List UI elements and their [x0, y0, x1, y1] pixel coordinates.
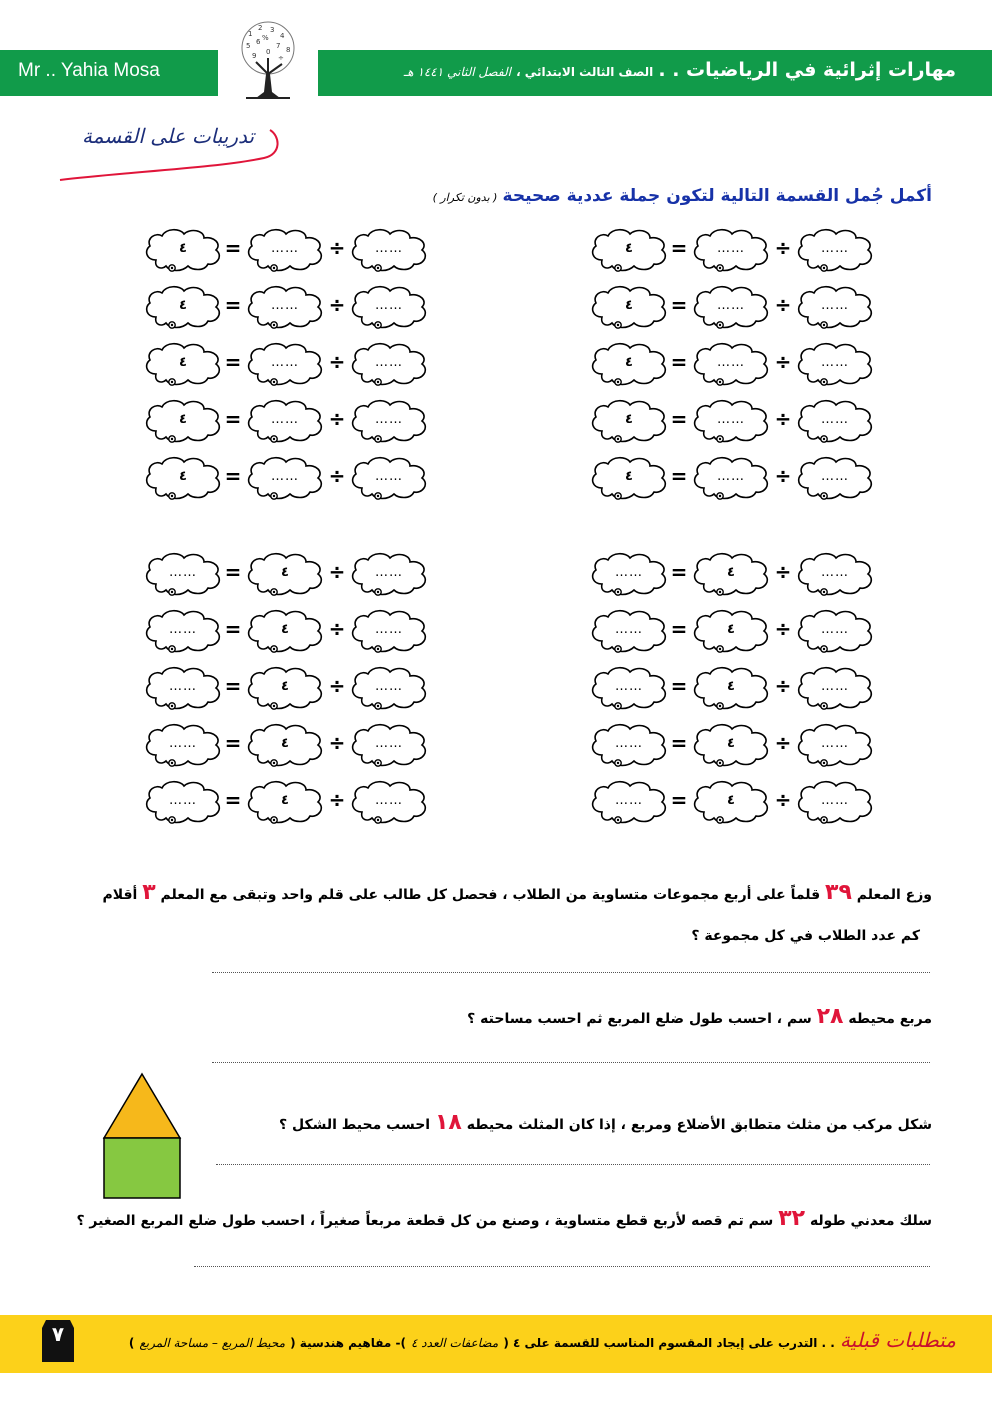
cloud-box-four	[588, 399, 670, 445]
blank-dots: ……	[821, 622, 849, 637]
division-sentence	[588, 666, 873, 712]
number-highlight: ٣	[142, 880, 156, 905]
divide-sign: ÷	[774, 731, 792, 755]
divide-sign: ÷	[328, 293, 346, 317]
cloud-box-four	[690, 552, 772, 598]
cloud-box-blank[interactable]	[244, 342, 326, 388]
divide-sign: ÷	[774, 236, 792, 260]
cloud-box-blank[interactable]	[588, 780, 670, 826]
number-four: ٤	[625, 355, 633, 370]
cloud-box-blank[interactable]	[142, 666, 224, 712]
cloud-box-four	[244, 552, 326, 598]
blank-dots: ……	[615, 679, 643, 694]
answer-line-3[interactable]	[216, 1164, 930, 1165]
blank-dots: ……	[717, 298, 745, 313]
problem-1-question: كم عدد الطلاب في كل مجموعة ؟	[691, 928, 920, 944]
svg-text:%: %	[262, 34, 269, 42]
cloud-box-four	[142, 285, 224, 331]
number-four: ٤	[179, 241, 187, 256]
blank-dots: ……	[615, 565, 643, 580]
cloud-box-blank[interactable]	[348, 285, 430, 331]
divide-sign: ÷	[328, 788, 346, 812]
blank-dots: ……	[375, 736, 403, 751]
cloud-box-four	[142, 342, 224, 388]
blank-dots: ……	[821, 298, 849, 313]
problem-2: مربع محيطه ٢٨ سم ، احسب طول ضلع المربع ثم احسب مساحته ؟	[467, 1004, 932, 1029]
number-four: ٤	[281, 565, 289, 580]
blank-dots: ……	[615, 793, 643, 808]
division-sentence	[588, 399, 873, 445]
svg-text:1: 1	[248, 30, 253, 38]
number-highlight: ٣٩	[825, 880, 852, 905]
instruction-text: أكمل جُمل القسمة التالية لتكون جملة عددية صحيحة	[502, 186, 932, 206]
divide-sign: ÷	[328, 350, 346, 374]
cloud-box-blank[interactable]	[690, 342, 772, 388]
blank-dots: ……	[821, 793, 849, 808]
divide-sign: ÷	[774, 407, 792, 431]
equals-sign: =	[670, 464, 688, 488]
number-four: ٤	[625, 298, 633, 313]
division-sentence	[588, 285, 873, 331]
division-sentence	[142, 723, 427, 769]
footer-prerequisites: متطلبات قبلية . . التدرب على إيجاد المقسوم المناسب للقسمة على ٤ ( مضاعفات العدد ٤ )- مفاهيم هندسية ( محيط المربع – مساحة المربع )	[128, 1328, 956, 1352]
blank-dots: ……	[169, 736, 197, 751]
answer-line-4[interactable]	[194, 1266, 930, 1267]
cloud-box-blank[interactable]	[690, 228, 772, 274]
cloud-box-four	[588, 285, 670, 331]
cloud-box-blank[interactable]	[348, 609, 430, 655]
blank-dots: ……	[271, 241, 299, 256]
division-sentence	[588, 609, 873, 655]
section-title: تدريبات على القسمة	[82, 124, 255, 148]
number-four: ٤	[727, 565, 735, 580]
number-four: ٤	[179, 355, 187, 370]
cloud-box-blank[interactable]	[794, 456, 876, 502]
number-four: ٤	[727, 736, 735, 751]
cloud-box-blank[interactable]	[348, 723, 430, 769]
cloud-box-blank[interactable]	[142, 780, 224, 826]
number-four: ٤	[625, 412, 633, 427]
equals-sign: =	[670, 407, 688, 431]
equals-sign: =	[670, 236, 688, 260]
cloud-box-four	[142, 228, 224, 274]
equals-sign: =	[670, 560, 688, 584]
divide-sign: ÷	[774, 788, 792, 812]
number-four: ٤	[625, 241, 633, 256]
division-sentence	[142, 285, 427, 331]
author-name: Mr .. Yahia Mosa	[18, 60, 160, 81]
instruction	[433, 186, 932, 206]
number-four: ٤	[727, 793, 735, 808]
blank-dots: ……	[169, 793, 197, 808]
equals-sign: =	[224, 674, 242, 698]
svg-text:7: 7	[276, 42, 281, 50]
divide-sign: ÷	[774, 350, 792, 374]
cloud-box-blank[interactable]	[348, 456, 430, 502]
problem-3: شكل مركب من مثلث متطابق الأضلاع ومربع ، إذا كان المثلث محيطه ١٨ احسب محيط الشكل ؟	[279, 1110, 932, 1135]
division-sentence	[588, 456, 873, 502]
cloud-box-four	[244, 723, 326, 769]
svg-text:2: 2	[258, 24, 263, 32]
blank-dots: ……	[271, 298, 299, 313]
cloud-box-blank[interactable]	[794, 609, 876, 655]
equals-sign: =	[670, 788, 688, 812]
equals-sign: =	[224, 236, 242, 260]
answer-line-2[interactable]	[212, 1062, 930, 1063]
equals-sign: =	[224, 788, 242, 812]
cloud-box-blank[interactable]	[794, 780, 876, 826]
blank-dots: ……	[169, 679, 197, 694]
svg-text:0: 0	[266, 48, 271, 56]
footer-label: متطلبات قبلية	[839, 1328, 956, 1352]
cloud-box-blank[interactable]	[348, 666, 430, 712]
divide-sign: ÷	[328, 560, 346, 584]
blank-dots: ……	[375, 241, 403, 256]
equals-sign: =	[224, 464, 242, 488]
divide-sign: ÷	[774, 617, 792, 641]
blank-dots: ……	[375, 298, 403, 313]
division-sentence	[142, 342, 427, 388]
cloud-box-blank[interactable]	[794, 666, 876, 712]
blank-dots: ……	[375, 679, 403, 694]
cloud-box-four	[142, 399, 224, 445]
title-term: الفصل الثاني ١٤٤١ هـ	[403, 65, 511, 79]
divide-sign: ÷	[328, 674, 346, 698]
blank-dots: ……	[271, 412, 299, 427]
blank-dots: ……	[615, 736, 643, 751]
cloud-box-blank[interactable]	[244, 399, 326, 445]
equals-sign: =	[224, 731, 242, 755]
cloud-box-blank[interactable]	[348, 552, 430, 598]
svg-text:3: 3	[270, 26, 275, 34]
cloud-box-blank[interactable]	[794, 228, 876, 274]
cloud-box-blank[interactable]	[142, 609, 224, 655]
number-four: ٤	[281, 736, 289, 751]
number-four: ٤	[727, 622, 735, 637]
cloud-box-blank[interactable]	[244, 285, 326, 331]
blank-dots: ……	[375, 793, 403, 808]
equals-sign: =	[670, 293, 688, 317]
cloud-box-blank[interactable]	[794, 285, 876, 331]
cloud-box-four	[690, 609, 772, 655]
cloud-box-four	[142, 456, 224, 502]
blank-dots: ……	[821, 241, 849, 256]
blank-dots: ……	[169, 622, 197, 637]
blank-dots: ……	[271, 469, 299, 484]
cloud-box-blank[interactable]	[794, 399, 876, 445]
triangle-square-figure	[100, 1072, 184, 1202]
answer-line-1[interactable]	[212, 972, 930, 973]
cloud-box-four	[244, 609, 326, 655]
divide-sign: ÷	[328, 617, 346, 641]
svg-text:8: 8	[286, 46, 291, 54]
blank-dots: ……	[821, 355, 849, 370]
cloud-box-four	[690, 780, 772, 826]
cloud-box-four	[244, 666, 326, 712]
cloud-box-four	[244, 780, 326, 826]
number-highlight: ٣٢	[778, 1206, 806, 1231]
svg-text:9: 9	[252, 52, 257, 60]
cloud-box-four	[588, 456, 670, 502]
blank-dots: ……	[821, 736, 849, 751]
svg-text:4: 4	[280, 32, 285, 40]
decorative-swoosh	[56, 128, 286, 188]
blank-dots: ……	[821, 679, 849, 694]
number-four: ٤	[281, 679, 289, 694]
cloud-box-blank[interactable]	[588, 609, 670, 655]
cloud-box-four	[690, 666, 772, 712]
page-number: ٧	[51, 1322, 65, 1346]
divide-sign: ÷	[328, 464, 346, 488]
number-four: ٤	[281, 622, 289, 637]
blank-dots: ……	[375, 469, 403, 484]
square	[104, 1138, 180, 1198]
cloud-box-blank[interactable]	[348, 780, 430, 826]
equilateral-triangle	[104, 1074, 180, 1138]
division-sentence	[142, 552, 427, 598]
cloud-box-blank[interactable]	[588, 552, 670, 598]
division-sentence	[142, 456, 427, 502]
svg-text:5: 5	[246, 42, 251, 50]
cloud-box-blank[interactable]	[348, 228, 430, 274]
divide-sign: ÷	[328, 731, 346, 755]
blank-dots: ……	[375, 412, 403, 427]
divide-sign: ÷	[328, 236, 346, 260]
division-sentence	[588, 342, 873, 388]
blank-dots: ……	[821, 565, 849, 580]
numbers-tree-logo	[226, 18, 310, 102]
problem-1: وزع المعلم ٣٩ قلماً على أربع مجموعات متساوية من الطلاب ، فحصل كل طالب على قلم واحد وتبقى مع المعلم ٣ أقلام	[102, 880, 932, 905]
number-four: ٤	[625, 469, 633, 484]
division-sentence	[588, 552, 873, 598]
equals-sign: =	[224, 560, 242, 584]
division-sentence	[142, 780, 427, 826]
blank-dots: ……	[717, 469, 745, 484]
problem-4: سلك معدني طوله ٣٢ سم تم قصه لأربع قطع متساوية ، وصنع من كل قطعة مربعاً صغيراً ، احسب طول ضلع المربع الصغير ؟	[76, 1206, 932, 1231]
svg-text:÷: ÷	[278, 54, 284, 62]
blank-dots: ……	[717, 355, 745, 370]
title-main: مهارات إثرائية في الرياضيات . .	[658, 59, 956, 81]
cloud-box-blank[interactable]	[588, 666, 670, 712]
division-sentence	[142, 609, 427, 655]
division-sentence	[588, 228, 873, 274]
number-four: ٤	[281, 793, 289, 808]
blank-dots: ……	[717, 412, 745, 427]
equals-sign: =	[670, 617, 688, 641]
cloud-box-blank[interactable]	[244, 456, 326, 502]
number-four: ٤	[727, 679, 735, 694]
cloud-box-blank[interactable]	[794, 723, 876, 769]
blank-dots: ……	[169, 565, 197, 580]
cloud-box-blank[interactable]	[142, 552, 224, 598]
cloud-box-blank[interactable]	[690, 285, 772, 331]
number-highlight: ١٨	[434, 1110, 462, 1135]
equals-sign: =	[224, 293, 242, 317]
cloud-box-blank[interactable]	[794, 342, 876, 388]
number-highlight: ٢٨	[816, 1004, 844, 1029]
divide-sign: ÷	[328, 407, 346, 431]
cloud-box-blank[interactable]	[348, 342, 430, 388]
equals-sign: =	[224, 350, 242, 374]
title-grade: الصف الثالث الابتدائي ،	[516, 65, 654, 79]
svg-text:6: 6	[256, 38, 261, 46]
equals-sign: =	[224, 407, 242, 431]
cloud-box-blank[interactable]	[794, 552, 876, 598]
cloud-box-four	[588, 342, 670, 388]
division-sentence	[588, 780, 873, 826]
cloud-box-blank[interactable]	[244, 228, 326, 274]
page-title	[404, 59, 956, 81]
divide-sign: ÷	[774, 293, 792, 317]
blank-dots: ……	[821, 412, 849, 427]
equals-sign: =	[670, 350, 688, 374]
division-sentence	[142, 666, 427, 712]
cloud-box-blank[interactable]	[690, 456, 772, 502]
instruction-note: ( بدون تكرار )	[432, 191, 498, 204]
divide-sign: ÷	[774, 674, 792, 698]
division-sentence	[588, 723, 873, 769]
cloud-box-blank[interactable]	[142, 723, 224, 769]
equals-sign: =	[224, 617, 242, 641]
blank-dots: ……	[717, 241, 745, 256]
division-sentence	[142, 399, 427, 445]
number-four: ٤	[179, 469, 187, 484]
equals-sign: =	[670, 731, 688, 755]
blank-dots: ……	[375, 565, 403, 580]
blank-dots: ……	[375, 622, 403, 637]
blank-dots: ……	[821, 469, 849, 484]
division-sentence	[142, 228, 427, 274]
blank-dots: ……	[615, 622, 643, 637]
blank-dots: ……	[375, 355, 403, 370]
blank-dots: ……	[271, 355, 299, 370]
equals-sign: =	[670, 674, 688, 698]
cloud-box-blank[interactable]	[690, 399, 772, 445]
divide-sign: ÷	[774, 560, 792, 584]
cloud-box-blank[interactable]	[588, 723, 670, 769]
number-four: ٤	[179, 298, 187, 313]
cloud-box-blank[interactable]	[348, 399, 430, 445]
number-four: ٤	[179, 412, 187, 427]
divide-sign: ÷	[774, 464, 792, 488]
cloud-box-four	[588, 228, 670, 274]
cloud-box-four	[690, 723, 772, 769]
